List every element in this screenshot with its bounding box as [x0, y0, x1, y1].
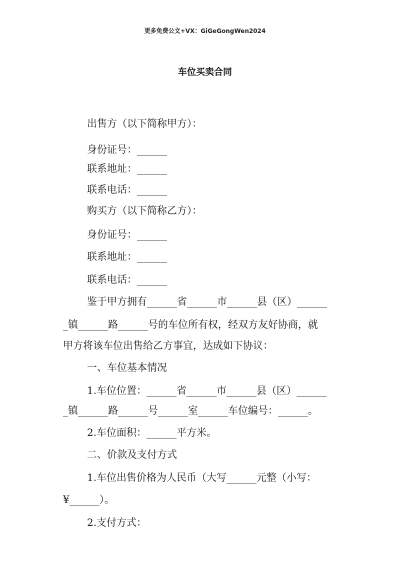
buyer-heading: 购买方（以下简称乙方）：: [87, 206, 202, 217]
parking-area: 2.车位面积：______平方米。: [87, 428, 217, 439]
seller-id-number: 身份证号：______: [87, 145, 167, 156]
recital-line-2: _镇______路______号的车位所有权，经双方友好协商，就: [63, 320, 318, 331]
header-note: 更多免费公文+VX：GiGeGongWen2024: [144, 28, 266, 35]
payment-method: 2.支付方式：: [87, 518, 147, 529]
section-2-heading: 二、价款及支付方式: [87, 450, 177, 461]
price-line-1: 1.车位出售价格为人民币（大写______元整（小写：: [87, 473, 317, 484]
buyer-phone: 联系电话：______: [87, 275, 167, 286]
document-title: 车位买卖合同: [177, 68, 232, 78]
parking-location-line-1: 1.车位位置：______省______市______县（区）______: [87, 386, 327, 397]
seller-address: 联系地址：______: [87, 164, 167, 175]
seller-heading: 出售方（以下简称甲方）：: [87, 119, 202, 130]
section-1-heading: 一、车位基本情况: [87, 363, 167, 374]
buyer-id-number: 身份证号：______: [87, 230, 167, 241]
parking-location-line-2: _镇______路______号______室______车位编号：______。: [63, 406, 318, 417]
recital-line-1: 鉴于甲方拥有______省______市______县（区）______: [87, 297, 327, 308]
recital-line-3: 甲方将该车位出售给乙方事宜，达成如下协议：: [63, 341, 273, 352]
buyer-address: 联系地址：______: [87, 252, 167, 263]
price-line-2: ¥______）。: [63, 495, 115, 506]
seller-phone: 联系电话：______: [87, 185, 167, 196]
